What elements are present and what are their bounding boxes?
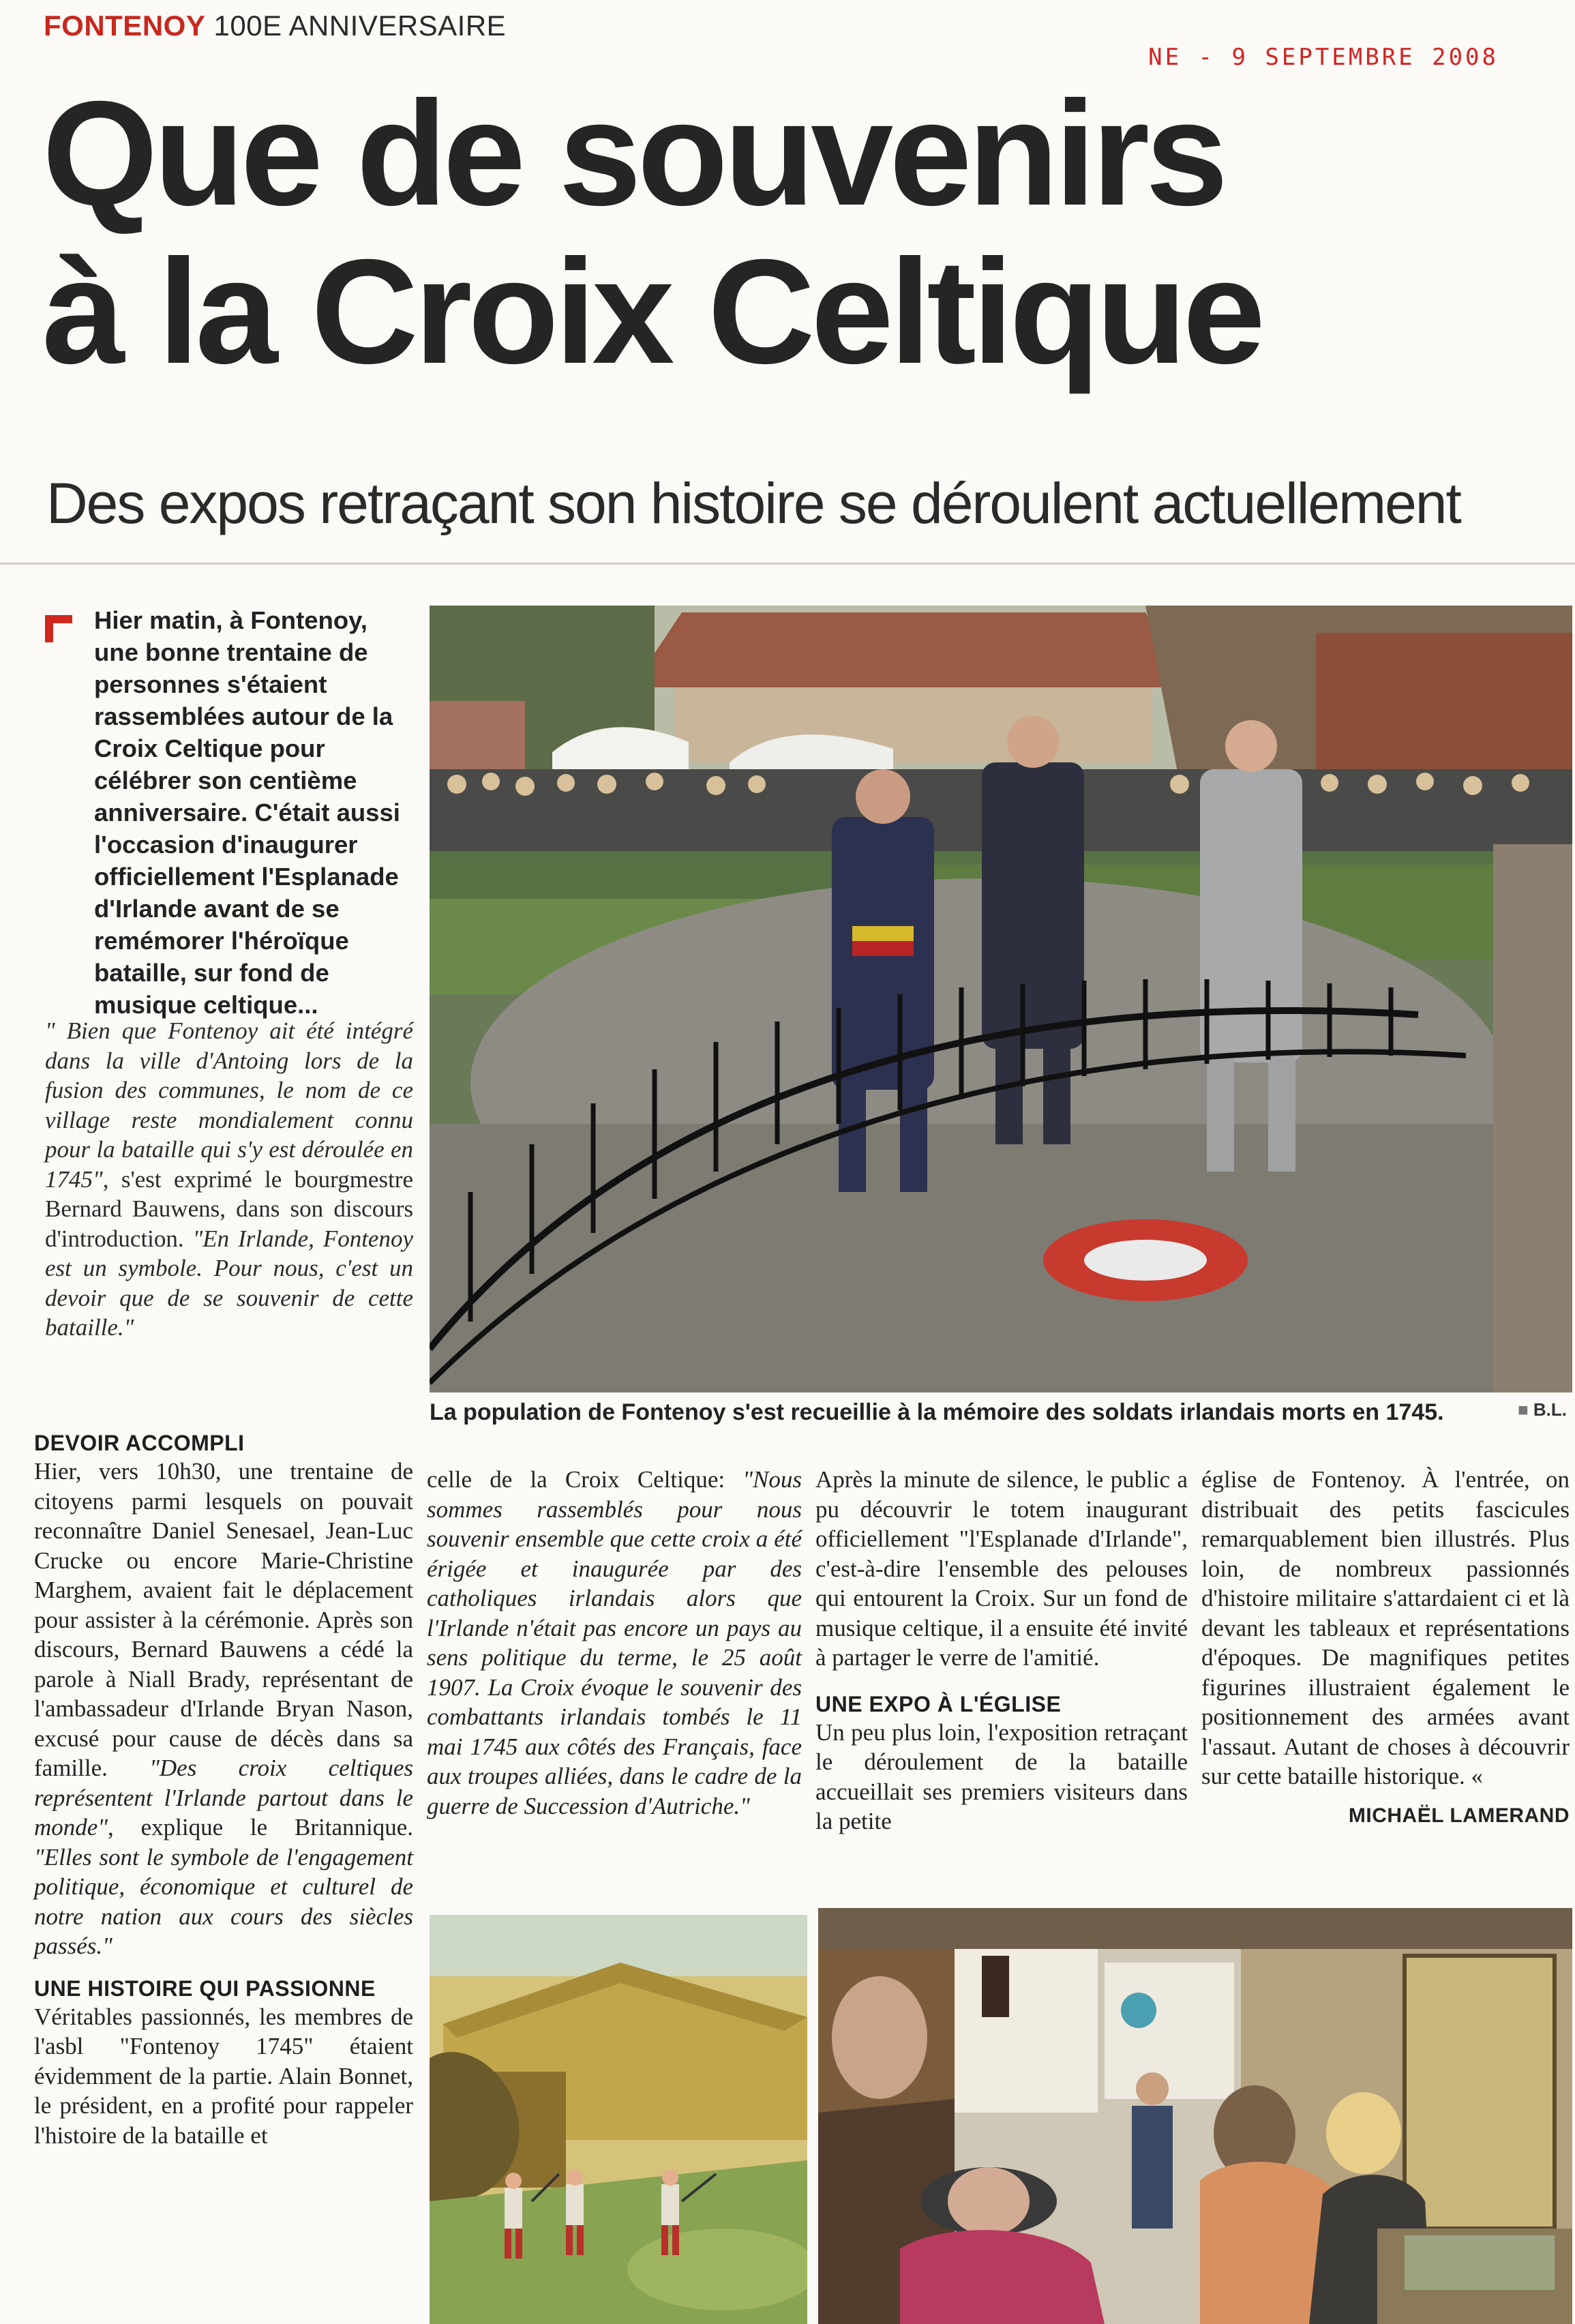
quote-part-2: "En Irlande, Fontenoy est un symbole. Pour nous, c'est un devoir que de se souvenir de cette bataille." xyxy=(45,1225,413,1341)
exhibition-photo xyxy=(818,1908,1572,2324)
column-1-quote-2: "Elles sont le symbole de l'engagement politique, économique et culturel de notre nation aux cours des siècles passés." xyxy=(34,1843,413,1959)
diorama-illustration xyxy=(430,1915,807,2324)
column-1-text-1: Hier, vers 10h30, une trentaine de citoyens parmi lesquels on pouvait reconnaître Daniel Senesael, Jean-Luc Crucke ou encore Marie-Christine Marghem, avaient fait le déplacement pour assister à la cérémonie. Après son discours, Bernard Bauwens a cédé la parole à Niall Brady, représentant de l'ambassadeur d'Irlande Bryan Nason, excusé pour cause de décès dans sa famille. xyxy=(34,1458,413,1781)
intro-quote xyxy=(45,1016,413,1343)
author-signature: MICHAËL LAMERAND xyxy=(1348,1804,1570,1827)
column-1-text-3: Véritables passionnés, les membres de l'asbl "Fontenoy 1745" étaient évidemment de la partie. Alain Bonnet, le président, en a profité pour rappeler l'histoire de la bataille et xyxy=(34,2003,413,2149)
section-label: 100E ANNIVERSAIRE xyxy=(213,10,507,42)
column-2-text: celle de la Croix Celtique: xyxy=(427,1466,743,1493)
section-heading-devoir: DEVOIR ACCOMPLI xyxy=(34,1431,245,1455)
subheadline: Des expos retraçant son histoire se déroulent actuellement xyxy=(46,471,1460,535)
dateline: NE - 9 SEPTEMBRE 2008 xyxy=(1148,44,1499,71)
column-1-body xyxy=(34,1457,413,1961)
header-divider xyxy=(0,563,1575,565)
column-3-text-1: Après la minute de silence, le public a pu découvrir le totem inaugurant officiellement "l'Esplanade d'Irlande", c'est-à-dire l'ensemble des pelouses qui entourent la Croix. Sur un fond de musique celtique, il a ensuite été invité à partager le verre de l'amitié. xyxy=(815,1466,1188,1671)
article-column-1 xyxy=(34,1429,413,2150)
ceremony-photo xyxy=(430,606,1572,1392)
section-heading-expo: UNE EXPO À L'ÉGLISE xyxy=(815,1691,1062,1716)
headline-line-2: à la Croix Celtique xyxy=(42,229,1261,395)
section-place: FONTENOY xyxy=(44,10,206,42)
column-1-quote-1: "Des croix celtiques représentent l'Irlande partout dans le monde" xyxy=(34,1755,413,1841)
main-photo-caption: La population de Fontenoy s'est recueillie à la mémoire des soldats irlandais morts en 1745. xyxy=(430,1399,1444,1425)
quote-attribution: , s'est exprimé le bourgmestre Bernard Bauwens, dans son discours d'introduction. xyxy=(45,1165,413,1252)
column-1-text-2: , explique le Britannique. xyxy=(108,1814,413,1841)
quote-part-1: " Bien que Fontenoy ait été intégré dans la ville d'Antoing lors de la fusion des communes, le nom de ce village reste mondialement connu pour la bataille qui s'y est déroulée en 1745" xyxy=(45,1017,413,1193)
article-column-2 xyxy=(427,1465,802,1821)
section-heading-histoire: UNE HISTOIRE QUI PASSIONNE xyxy=(34,1976,376,2001)
diorama-photo xyxy=(430,1915,807,2324)
lead-paragraph xyxy=(45,604,413,1021)
exhibition-illustration xyxy=(818,1908,1572,2324)
section-kicker xyxy=(44,10,506,42)
ceremony-illustration xyxy=(430,606,1572,1392)
column-3-text-2: Un peu plus loin, l'exposition retraçant le déroulement de la bataille accueillait ses premiers visiteurs dans la petite xyxy=(815,1718,1188,1834)
headline xyxy=(42,71,1570,395)
photo-credit: ■ B.L. xyxy=(1518,1399,1567,1420)
lead-text: Hier matin, à Fontenoy, une bonne trentaine de personnes s'étaient rassemblées autour de la Croix Celtique pour célébrer son centième anniversaire. C'était aussi l'occasion d'inaugurer officiellement l'Esplanade d'Irlande avant de se remémorer l'héroïque bataille, sur fond de musique celtique... xyxy=(94,606,400,1019)
column-2-quote: "Nous sommes rassemblés pour nous souvenir ensemble que cette croix a été érigée et inaugurée par des catholiques irlandais alors que l'Irlande n'était pas encore un pays au sens politique du terme, le 25 août 1907. La Croix évoque le souvenir des combattants irlandais tombés le 11 mai 1745 aux côtés des Français, face aux troupes alliées, dans le cadre de la guerre de Succession d'Autriche." xyxy=(427,1466,802,1819)
column-4-text: église de Fontenoy. À l'entrée, on distribuait des petits fascicules remarquablement bien illustrés. Plus loin, de nombreux passionnés d'histoire militaire s'attardaient ci et là devant les tableaux et représentations d'époques. De magnifiques petites figurines illustraient également le positionnement des armées avant l'assaut. Autant de choses à découvrir sur cette bataille historique. « xyxy=(1201,1466,1570,1789)
headline-line-1: Que de souvenirs xyxy=(42,71,1225,237)
column-2-body xyxy=(427,1465,802,1821)
article-column-4 xyxy=(1201,1465,1570,1830)
article-column-3 xyxy=(815,1465,1188,1836)
